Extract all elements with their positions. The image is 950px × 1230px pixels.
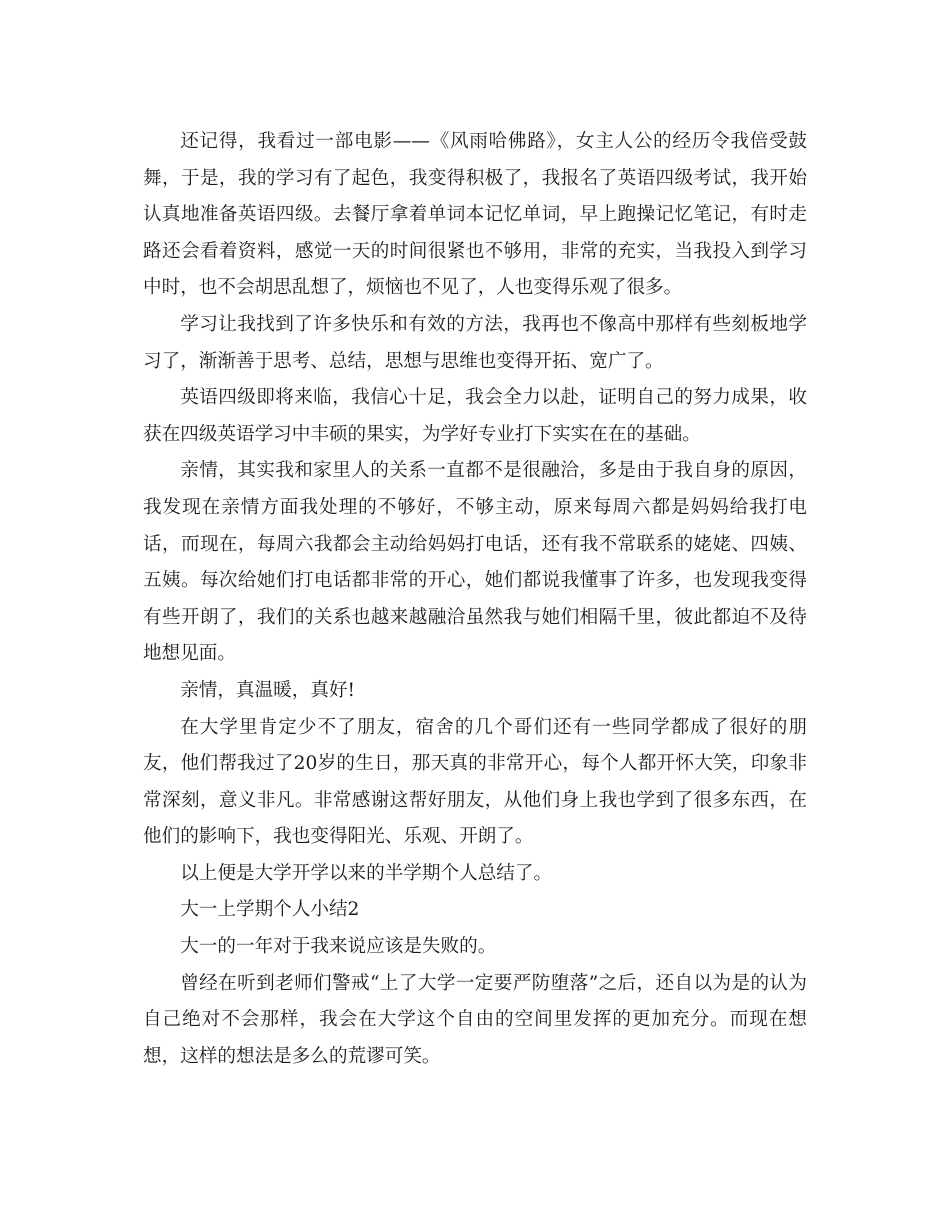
paragraph-first-year-failure: 大一的一年对于我来说应该是失败的。	[180, 936, 497, 958]
paragraph-cet4-confidence: 英语四级即将来临，我信心十足，我会全力以赴，证明自己的努力成果，收获在四级英语学习中丰硕的果实，为学好专业打下实实在在的基础。	[143, 387, 807, 445]
paragraph-movie-inspiration: 还记得，我看过一部电影——《风雨哈佛路》，女主人公的经历令我倍受鼓舞，于是，我的学习有了起色，我变得积极了，我报名了英语四级考试，我开始认真地准备英语四级。去餐厅拿着单词本记忆单词，早上跑操记忆笔记，有时走路还会看着资料，感觉一天的时间很紧也不够用，非常的充实，当我投入到学习中时，也不会胡思乱想了，烦恼也不见了，人也变得乐观了很多。	[143, 131, 807, 299]
paragraph-summary-closing: 以上便是大学开学以来的半学期个人总结了。	[180, 862, 553, 884]
section-heading-summary-2: 大一上学期个人小结2	[180, 899, 360, 921]
document-body	[143, 124, 807, 1075]
paragraph-study-methods: 学习让我找到了许多快乐和有效的方法，我再也不像高中那样有些刻板地学习了，渐渐善于思考、总结，思想与思维也变得开拓、宽广了。	[143, 313, 807, 372]
paragraph-teacher-warning: 曾经在听到老师们警戒“上了大学一定要严防堕落”之后，还自以为是的认为自己绝对不会那样，我会在大学这个自由的空间里发挥的更加充分。而现在想想，这样的想法是多么的荒谬可笑。	[143, 972, 807, 1067]
paragraph-family: 亲情，其实我和家里人的关系一直都不是很融洽，多是由于我自身的原因，我发现在亲情方面我处理的不够好，不够主动，原来每周六都是妈妈给我打电话，而现在，每周六我都会主动给妈妈打电话，还有我不常联系的姥姥、四姨、五姨。每次给她们打电话都非常的开心，她们都说我懂事了许多，也发现我变得有些开朗了，我们的关系也越来越融洽虽然我与她们相隔千里，彼此都迫不及待地想见面。	[143, 460, 807, 665]
paragraph-friends: 在大学里肯定少不了朋友，宿舍的几个哥们还有一些同学都成了很好的朋友，他们帮我过了20岁的生日，那天真的非常开心，每个人都开怀大笑，印象非常深刻，意义非凡。非常感谢这帮好朋友，从他们身上我也学到了很多东西，在他们的影响下，我也变得阳光、乐观、开朗了。	[143, 716, 807, 848]
paragraph-family-warmth: 亲情，真温暖，真好!	[180, 679, 356, 701]
